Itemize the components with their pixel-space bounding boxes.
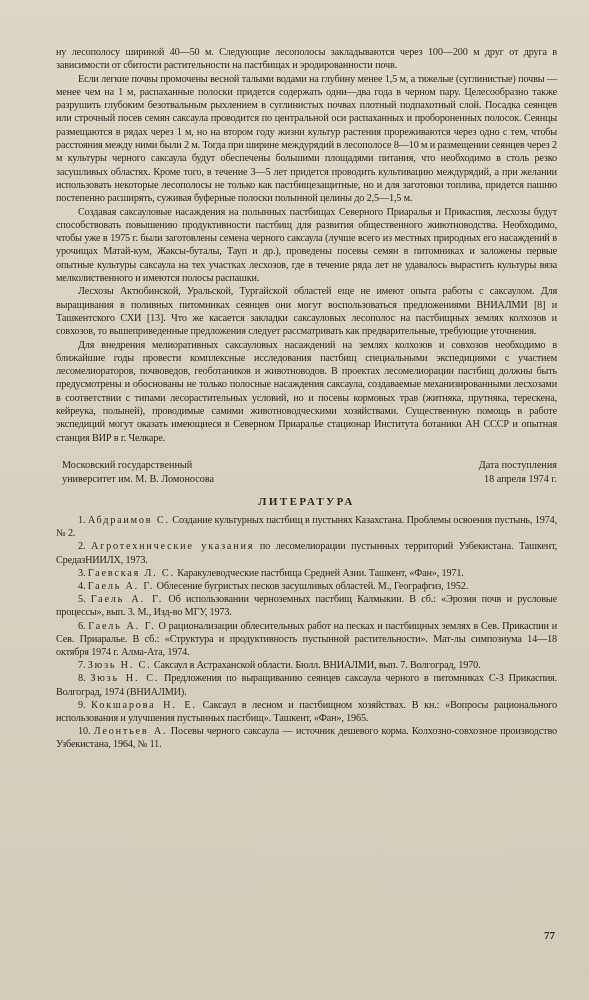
reference-item: 9. Кокшарова Н. Е. Саксаул в лесном и пастбищном хозяйствах. В кн.: «Вопросы рационального использования и улучшения пустынных пастбищ». Ташкент, «Фан», 1965. — [56, 699, 557, 724]
paragraph-2: Если легкие почвы промочены весной талыми водами на глубину менее 1,5 м, а тяжелые (суглинистые) почвы — менее чем на 1 м, распаханные полоски придется содержать одни—два года в черном пару. Целесообразно также разрушить глубоким безотвальным рыхлением в суглинистых почвах плотный подпахотный слой. Посадка сеянцев или строчный посев семян саксаула проводится по центральной оси распаханных и пробороненных полосок. Сеянцы размещаются в рядах через 1 м, но на втором году жизни культур растения прореживаются через одно с тем, чтобы расстояния между ними были 2 м. Тогда при ширине междурядий в лесополосе 8—10 м и размещении сеянцев через 2 м культуры черного саксаула будут обеспечены большими площадями питания, что необходимо в столь резко засушливых областях. Кроме того, в течение 3—5 лет придется проводить культивацию междурядий, а при желании использовать некоторые лесополосы не только как пастбищезащитные, но и для заготовки топлива, придется пашню постепенно расширять, суживая буферные полоски полынной целины до 2,5—1,5 м. — [56, 73, 557, 205]
reference-item: 2. Агротехнические указания по лесомелиорации пустынных территорий Узбекистана. Ташкент, СредазНИИЛХ, 1973. — [56, 541, 557, 566]
reference-item: 6. Гаель А. Г. О рационализации облесительных работ на песках и пастбищных землях в Сев. Прикаспии и Сев. Приаралье. В сб.: «Структура и продуктивность пустынной растительности». Мат-лы симпозиума 14—18 октября 1974 г. Алма-Ата, 1974. — [56, 620, 557, 658]
institution-line-2: университет им. М. В. Ломоносова — [62, 473, 215, 485]
received-date-value: 18 апреля 1974 г. — [483, 473, 557, 485]
references-list — [56, 514, 557, 752]
reference-item: 4. Гаель А. Г. Облесение бугристых песков засушливых областей. М., Географгиз, 1952. — [78, 580, 469, 592]
paragraph-5: Для внедрения мелиоративных саксауловых насаждений на землях колхозов и совхозов необходимо в ближайшие годы провести комплексные исследования пастбищ специальными экспедициями с участием лесомелиораторов, почвоведов, геоботаников и животноводов. В проектах лесомелиорации пастбищ должны быть предусмотрены и обоснованы не только полосные насаждения саксаула, создаваемые механизированными лесхозами в соответствии с типами лесорастительных условий, но и посевы кормовых трав (житняка, прутняка, терескена, кейреука, полыней), проводимые самими животноводческими хозяйствами. Существенную помощь в работе экспедиций могут оказать имеющиеся в Северном Приаралье стационар Института ботаники АН СССР и опытная станция ВИР в г. Челкаре. — [56, 339, 557, 444]
received-date-label: Дата поступления — [478, 459, 557, 471]
page-number: 77 — [544, 930, 555, 942]
paragraph-4: Лесхозы Актюбинской, Уральской, Тургайской областей еще не имеют опыта работы с саксаулом. Для выращивания в поливных питомниках сеянцев они могут воспользоваться предложениями ВНИАЛМИ [8] и Ташкентского СХИ [13]. Что же касается закладки саксауловых лесополос на пастбищных землях колхозов и совхозов, то вышеприведенные предложения следует рассматривать как предварительные, требующие уточнения. — [56, 286, 557, 338]
received-date — [479, 459, 557, 487]
references-heading: ЛИТЕРАТУРА — [258, 495, 355, 508]
paragraph-3: Создавая саксауловые насаждения на полынных пастбищах Северного Приаралья и Прикаспия, лесхозы будут способствовать повышению продуктивности пастбищ для развития общественного животноводства. Необходимо, чтобы уже в 1975 г. были заготовлены семена черного саксаула (лучше всего из местных природных его насаждений в урочищах Матай-кум, Жаксы-буталы, Тауп и др.), проведены посевы семян в питомниках и заложены первые опытные культуры саксаула на тех участках лесхозов, где в течение ряда лет не удавалось вырастить культуры вяза мелколиственного и имеются полосы распашки. — [56, 206, 557, 285]
article-signature — [56, 459, 557, 487]
reference-item: 1. Абдраимов С. Создание культурных пастбищ в пустынях Казахстана. Проблемы освоения пустынь, 1974, № 2. — [56, 514, 557, 540]
reference-item: 3. Гаевская Л. С. Каракулеводческие пастбища Средней Азии. Ташкент, «Фан», 1971. — [78, 567, 464, 579]
reference-item: 10. Леонтьев А. Посевы черного саксаула — источник дешевого корма. Колхозно-совхозное производство Узбекистана, 1964, № 11. — [56, 726, 557, 751]
reference-item: 8. Зюзь Н. С. Предложения по выращиванию сеянцев саксаула черного в питомниках С-З Прикаспия. Волгоград, 1974 (ВНИАЛМИ). — [56, 673, 557, 698]
body-text — [56, 46, 557, 445]
institution-line-1: Московский государственный — [62, 459, 193, 471]
paragraph-1: ну лесополосу шириной 40—50 м. Следующие лесополосы закладываются через 100—200 м друг от друга в зависимости от сбитости растительности на пастбищах и эродированности почв. — [56, 47, 557, 72]
institution — [56, 459, 214, 487]
reference-item: 5. Гаель А. Г. Об использовании черноземных пастбищ Калмыкии. В сб.: «Эрозия почв и русловые процессы», вып. 3. М., Изд-во МГУ, 1973. — [56, 594, 557, 619]
reference-item: 7. Зюзь Н. С. Саксаул в Астраханской области. Бюлл. ВНИАЛМИ, вып. 7. Волгоград, 1970. — [78, 660, 481, 672]
